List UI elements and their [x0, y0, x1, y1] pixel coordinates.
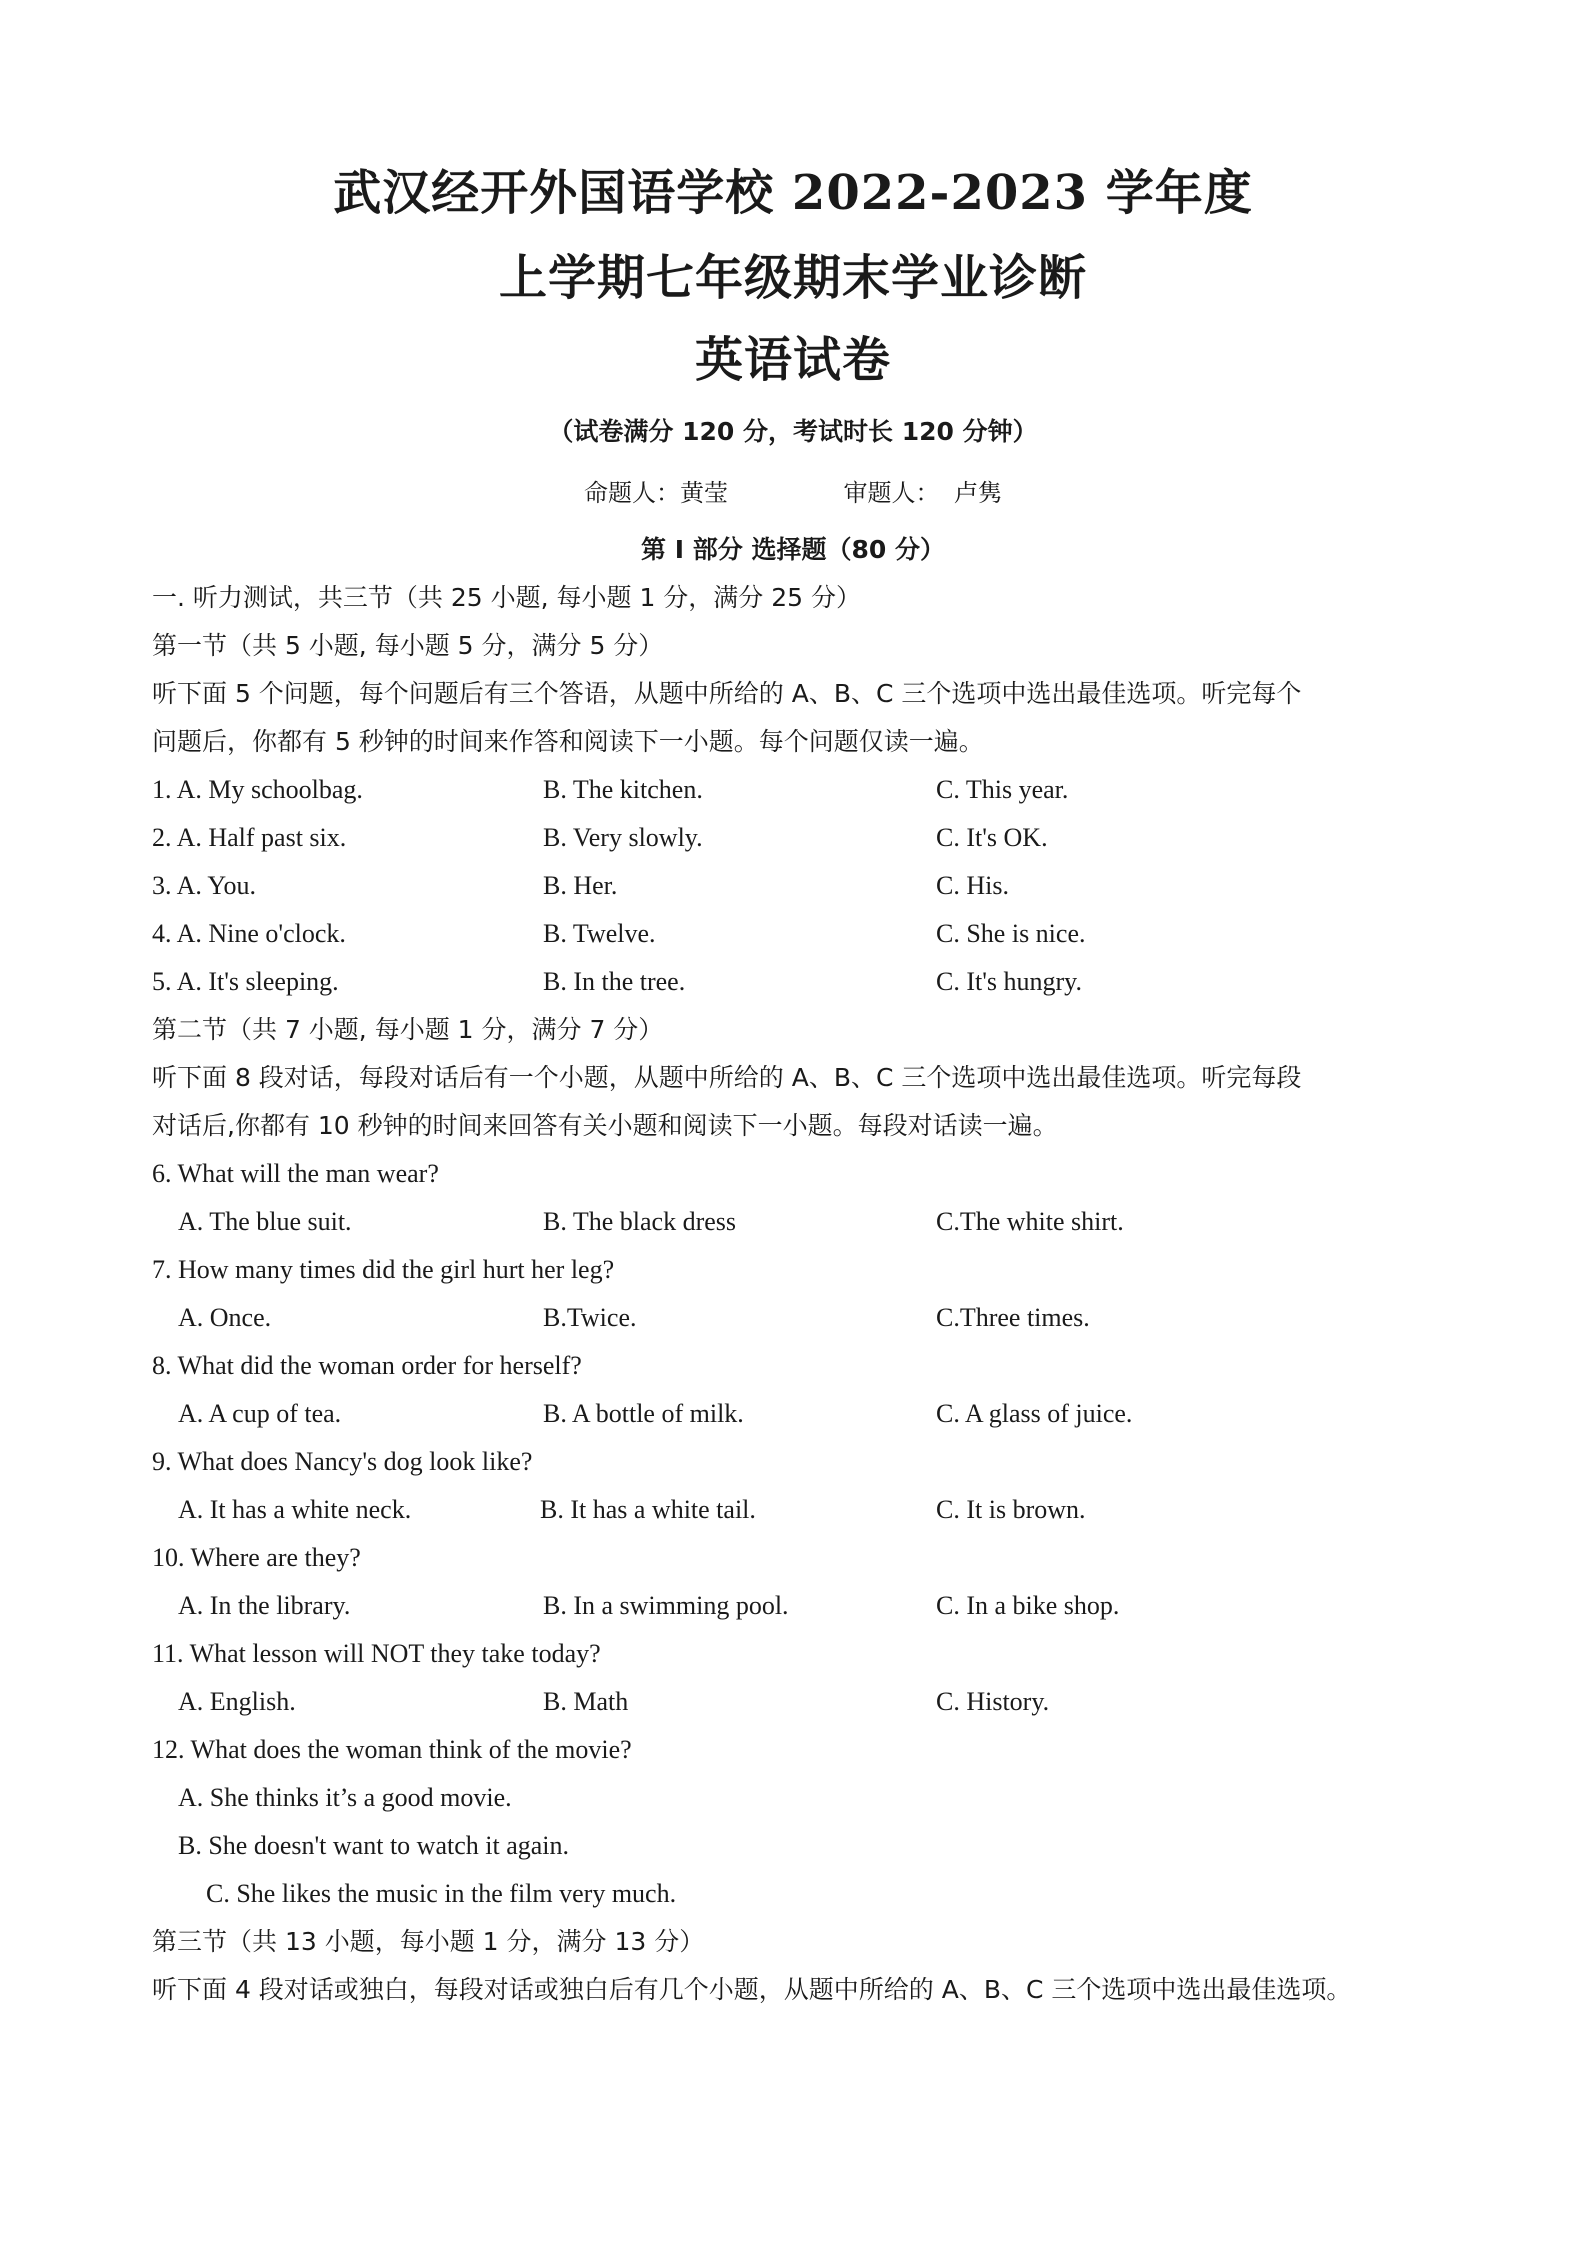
exam-subtitle: （试卷满分 120 分，考试时长 120 分钟）: [548, 417, 1038, 446]
q12-option-b: B. She doesn't want to watch it again.: [178, 1831, 570, 1860]
q8-option-c: C. A glass of juice.: [936, 1399, 1133, 1428]
part1-heading: 第一节（共 5 小题, 每小题 5 分，满分 5 分）: [152, 631, 664, 660]
q5-option-a: 5. A. It's sleeping.: [152, 967, 339, 996]
q6-stem: 6. What will the man wear?: [152, 1159, 439, 1188]
q9-stem: 9. What does Nancy's dog look like?: [152, 1447, 533, 1476]
q9-option-b: B. It has a white tail.: [540, 1495, 756, 1524]
q3-option-c: C. His.: [936, 871, 1009, 900]
q11-option-b: B. Math: [543, 1687, 629, 1716]
q7-option-c: C.Three times.: [936, 1303, 1090, 1332]
q9-option-a: A. It has a white neck.: [178, 1495, 412, 1524]
title-line-3: 英语试卷: [694, 332, 891, 388]
title-line-1: 武汉经开外国语学校 2022-2023 学年度: [333, 165, 1253, 221]
q1-option-a: 1. A. My schoolbag.: [152, 775, 363, 804]
q11-stem: 11. What lesson will NOT they take today?: [152, 1639, 601, 1668]
q6-option-c: C.The white shirt.: [936, 1207, 1124, 1236]
q7-stem: 7. How many times did the girl hurt her leg?: [152, 1255, 615, 1284]
title-line-2: 上学期七年级期末学业诊断: [498, 250, 1087, 306]
q9-option-c: C. It is brown.: [936, 1495, 1086, 1524]
part3-instruction-1: 听下面 4 段对话或独白，每段对话或独白后有几个小题，从题中所给的 A、B、C 三个选项中选出最佳选项。: [152, 1975, 1352, 2004]
part3-heading: 第三节（共 13 小题，每小题 1 分，满分 13 分）: [152, 1927, 705, 1956]
exam-authors: 命题人：黄莹 审题人： 卢隽: [583, 479, 1003, 507]
q10-option-c: C. In a bike shop.: [936, 1591, 1120, 1620]
q1-option-b: B. The kitchen.: [543, 775, 703, 804]
q4-option-c: C. She is nice.: [936, 919, 1086, 948]
q2-option-c: C. It's OK.: [936, 823, 1048, 852]
q7-option-a: A. Once.: [178, 1303, 272, 1332]
q11-option-a: A. English.: [178, 1687, 296, 1716]
q10-option-a: A. In the library.: [178, 1591, 351, 1620]
q3-option-b: B. Her.: [543, 871, 618, 900]
q6-option-a: A. The blue suit.: [178, 1207, 352, 1236]
q8-stem: 8. What did the woman order for herself?: [152, 1351, 582, 1380]
q8-option-b: B. A bottle of milk.: [543, 1399, 744, 1428]
part2-heading: 第二节（共 7 小题, 每小题 1 分，满分 7 分）: [152, 1015, 664, 1044]
q5-option-c: C. It's hungry.: [936, 967, 1082, 996]
q1-option-c: C. This year.: [936, 775, 1069, 804]
q7-option-b: B.Twice.: [543, 1303, 637, 1332]
q10-option-b: B. In a swimming pool.: [543, 1591, 789, 1620]
q12-stem: 12. What does the woman think of the movie?: [152, 1735, 632, 1764]
q4-option-b: B. Twelve.: [543, 919, 656, 948]
q2-option-b: B. Very slowly.: [543, 823, 703, 852]
part1-instruction-2: 问题后，你都有 5 秒钟的时间来作答和阅读下一小题。每个问题仅读一遍。: [152, 727, 984, 756]
q11-option-c: C. History.: [936, 1687, 1050, 1716]
q10-stem: 10. Where are they?: [152, 1543, 361, 1572]
q12-option-c: C. She likes the music in the film very much.: [206, 1879, 677, 1908]
q5-option-b: B. In the tree.: [543, 967, 686, 996]
part1-instruction-1: 听下面 5 个问题，每个问题后有三个答语，从题中所给的 A、B、C 三个选项中选出最佳选项。听完每个: [152, 679, 1302, 708]
q3-option-a: 3. A. You.: [152, 871, 257, 900]
part-title: 第 I 部分 选择题（80 分）: [641, 535, 945, 564]
q6-option-b: B. The black dress: [543, 1207, 737, 1236]
q8-option-a: A. A cup of tea.: [178, 1399, 342, 1428]
part2-instruction-2: 对话后,你都有 10 秒钟的时间来回答有关小题和阅读下一小题。每段对话读一遍。: [152, 1111, 1058, 1140]
q12-option-a: A. She thinks it’s a good movie.: [178, 1783, 512, 1812]
part2-instruction-1: 听下面 8 段对话，每段对话后有一个小题，从题中所给的 A、B、C 三个选项中选出最佳选项。听完每段: [152, 1063, 1302, 1092]
q2-option-a: 2. A. Half past six.: [152, 823, 347, 852]
section-heading: 一. 听力测试，共三节（共 25 小题, 每小题 1 分，满分 25 分）: [152, 583, 861, 612]
q4-option-a: 4. A. Nine o'clock.: [152, 919, 346, 948]
